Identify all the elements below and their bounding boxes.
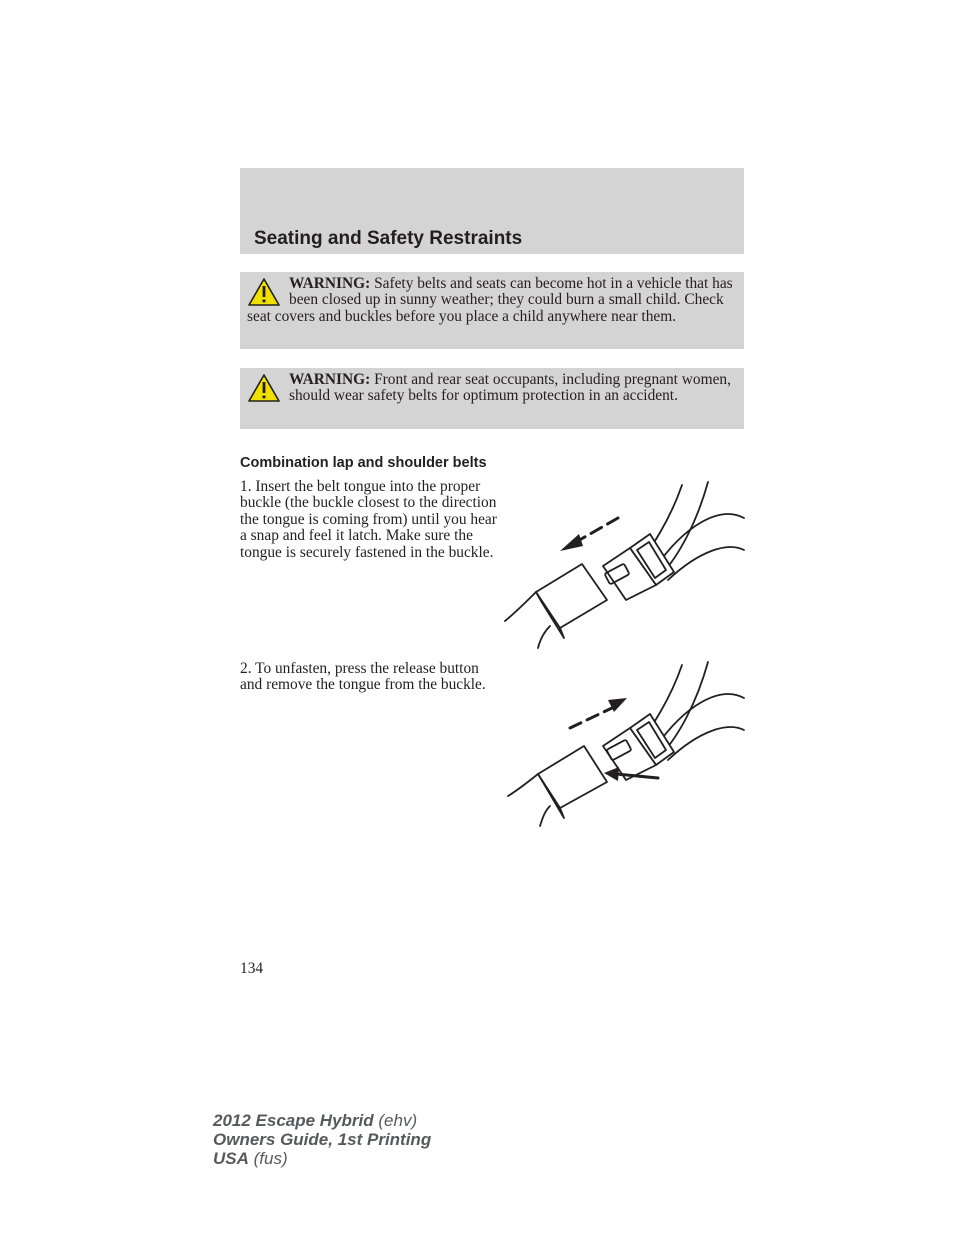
belt-release-illustration	[500, 660, 750, 830]
warning-triangle-icon	[247, 373, 281, 403]
warning-label: WARNING:	[289, 371, 371, 388]
footer-line-1: 2012 Escape Hybrid (ehv)	[213, 1111, 418, 1130]
instruction-step: 1. Insert the belt tongue into the proper buckle (the buckle closest to the direction the tongue is coming from) until you hear a snap and feel it latch. Make sure the tongue is securely fastened in the buckle.	[240, 478, 497, 561]
warning-box	[240, 368, 744, 429]
footer-line-3: USA (fus)	[213, 1149, 288, 1168]
warning-text: Safety belts and seats can become hot in a vehicle that has been closed up in sunny weather; they could burn a small child. Check seat covers and buckles before you place a child anywhere near them.	[247, 275, 733, 325]
page-title: Seating and Safety Restraints	[254, 228, 523, 249]
instruction-step: 2. To unfasten, press the release button and remove the tongue from the buckle.	[240, 660, 486, 694]
footer-line-2: Owners Guide, 1st Printing	[213, 1130, 432, 1149]
section-header	[240, 168, 744, 254]
warning-box	[240, 272, 744, 349]
document-footer	[213, 1111, 431, 1168]
belt-fasten-illustration	[500, 480, 750, 650]
page-number: 134	[240, 960, 264, 977]
section-heading: Combination lap and shoulder belts	[240, 455, 487, 471]
warning-label: WARNING:	[289, 275, 371, 292]
warning-triangle-icon	[247, 277, 281, 307]
warning-text: Front and rear seat occupants, including pregnant women, should wear safety belts for optimum protection in an accident.	[289, 371, 731, 405]
